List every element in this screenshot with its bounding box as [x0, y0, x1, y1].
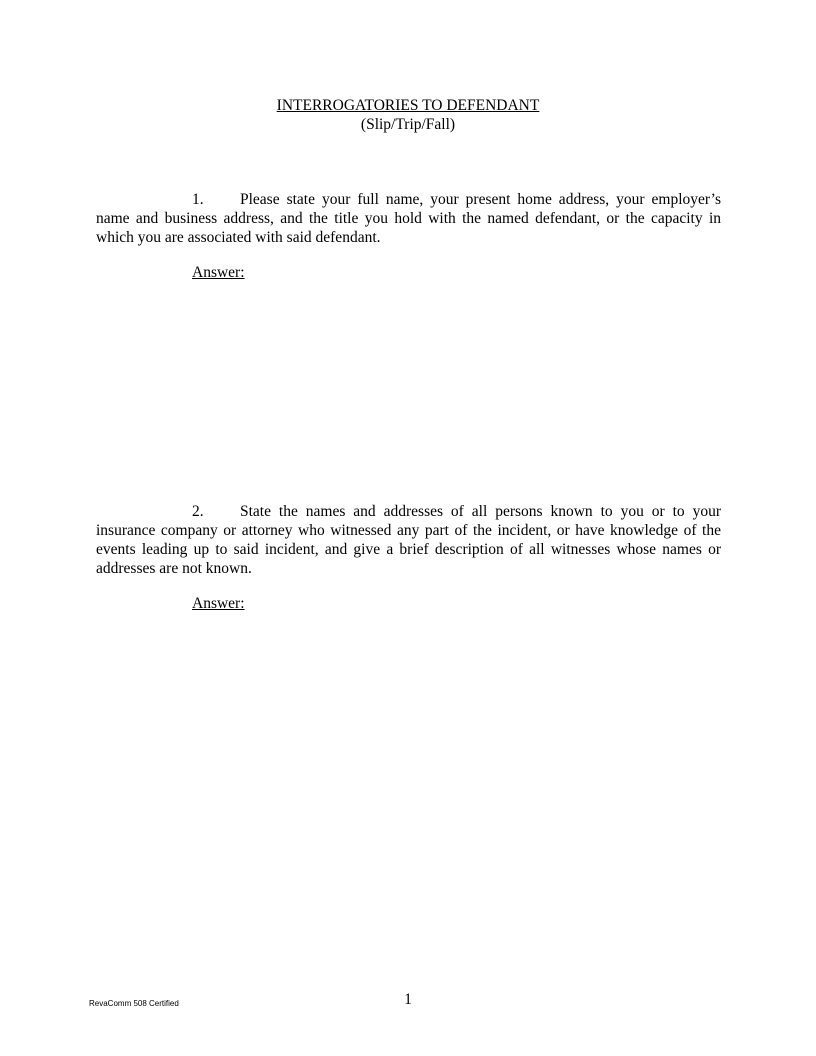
interrogatory-number: 1.	[192, 191, 204, 208]
answer-label: Answer:	[192, 595, 245, 612]
page-number: 1	[404, 991, 412, 1008]
interrogatory-2	[96, 502, 721, 578]
interrogatory-1	[96, 190, 721, 247]
document-subtitle: (Slip/Trip/Fall)	[360, 116, 456, 133]
document-title: INTERROGATORIES TO DEFENDANT	[276, 97, 540, 114]
answer-label: Answer:	[192, 264, 245, 281]
interrogatory-text: Please state your full name, your present home address, your employer’s name and business address, and the title you hold with the named defendant, or the capacity in which you are associated with said defendant.	[96, 191, 721, 246]
interrogatory-number: 2.	[192, 503, 204, 520]
interrogatory-text: State the names and addresses of all persons known to you or to your insurance company or attorney who witnessed any part of the incident, or have knowledge of the events leading up to said incident, and give a brief description of all witnesses whose names or addresses are not known.	[96, 503, 721, 577]
certification-footer: RevaComm 508 Certified	[89, 999, 179, 1008]
